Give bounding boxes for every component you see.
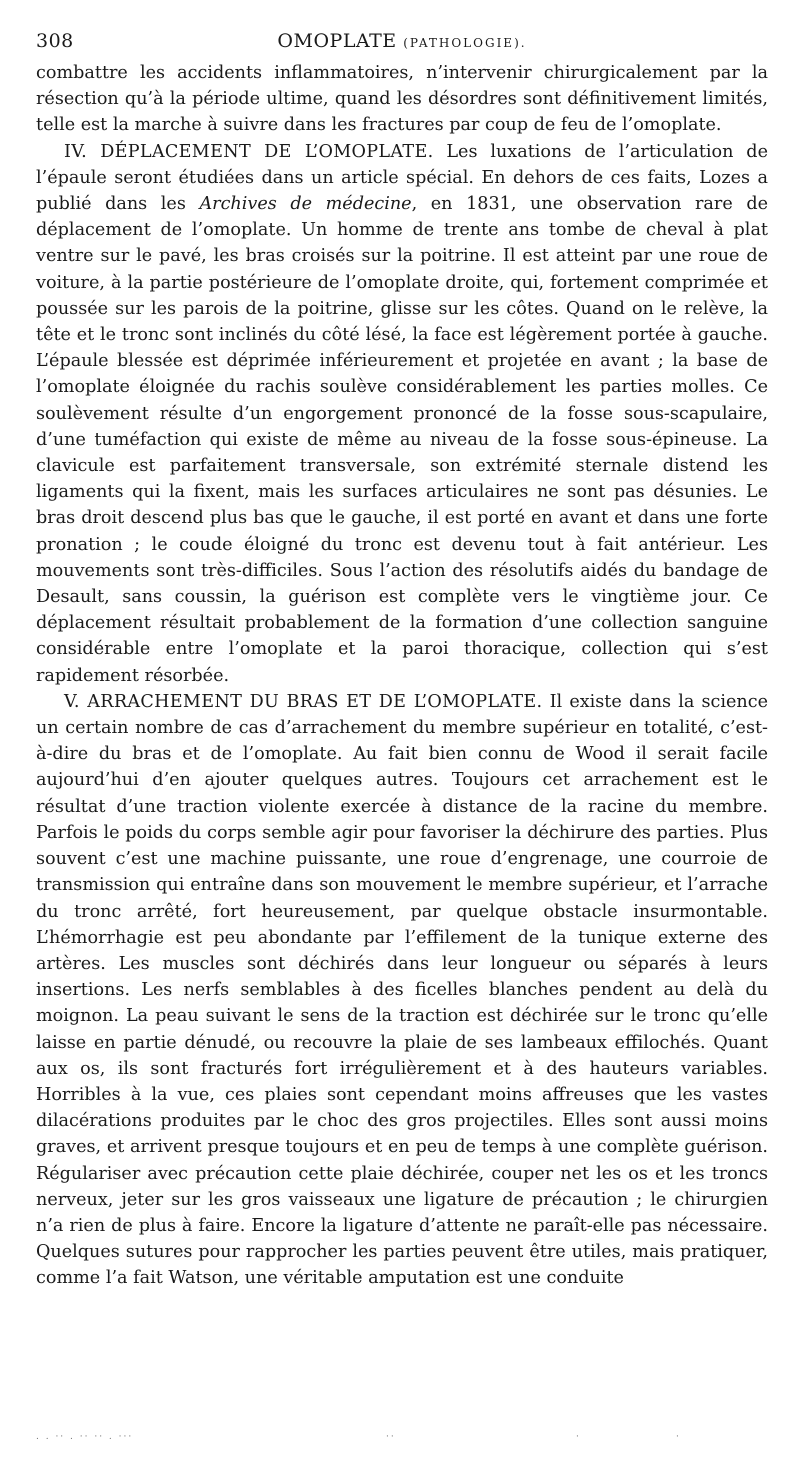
footer-print-marks: . . ·· . ·· ·· . ··· ·· · · xyxy=(36,1432,681,1442)
section-v-heading: V. ARRACHEMENT DU BRAS ET DE L’OMOPLATE. xyxy=(64,691,543,712)
journal-title: Archives de médecine xyxy=(199,194,412,215)
section-iv-text-b: , en 1831, une observation rare de déplacement de l’omoplate. Un homme de trente ans tombe de cheval à plat ventre sur le pavé, les bras croisés sur la poitrine. Il est atteint par une roue de voiture, à la partie postérieure de l’omoplate droite, qui, fortement comprimée et poussée sur les parois de la poitrine, glisse sur les côtes. Quand on le relève, la tête et le tronc sont inclinés du côté lésé, la face est légèrement portée à gauche. L’épaule blessée est déprimée inférieurement et projetée en avant ; la base de l’omoplate éloignée du rachis soulève considérablement les parties molles. Ce soulèvement résulte d’un engorgement prononcé de la fosse sous-scapulaire, d’une tuméfaction qui existe de même au niveau de la fosse sous-épineuse. La clavicule est parfaitement transversale, son extrémité sternale distend les ligaments qui la fixent, mais les surfaces articulaires ne sont pas désunies. Le bras droit descend plus bas que le gauche, il est porté en avant et dans une forte pronation ; le coude éloigné du tronc est devenu tout à fait antérieur. Les mouvements sont très-difficiles. Sous l’action des résolutifs aidés du bandage de Desault, sans coussin, la guérison est complète vers le vingtième jour. Ce déplacement résultait probablement de la formation d’une collection sanguine considérable entre l’omoplate et la paroi thoracique, collection qui s’est rapidement résorbée. xyxy=(36,194,769,686)
section-v-text: Il existe dans la science un certain nombre de cas d’arrachement du membre supérieur en totalité, c’est-à-dire du bras et de l’omoplate. Au fait bien connu de Wood il serait facile aujourd’hui d’en ajouter quelques autres. Toujours cet arrachement est le résultat d’une traction violente exercée à distance de la racine du membre. Parfois le poids du corps semble agir pour favoriser la déchirure des parties. Plus souvent c’est une machine puissante, une roue d’engrenage, une courroie de transmission qui entraîne dans son mouvement le membre supérieur, et l’arrache du tronc arrêté, fort heureusement, par quelque obstacle insurmontable. L’hémorrhagie est peu abondante par l’effilement de la tunique externe des artères. Les muscles sont déchirés dans leur longueur ou séparés à leurs insertions. Les nerfs semblables à des ficelles blanches pendent au delà du moignon. La peau suivant le sens de la traction est déchirée sur le tronc qu’elle laisse en partie dénudé, ou recouvre la plaie de ses lambeaux effilochés. Quant aux os, ils sont fracturés fort irrégulièrement et à des hauteurs variables. Horribles à la vue, ces plaies sont cependant moins affreuses que les vastes dilacérations produites par le choc des gros projectiles. Elles sont aussi moins graves, et arrivent presque toujours et en peu de temps à une complète guérison. Régulariser avec précaution cette plaie déchirée, couper net les os et les troncs nerveux, jeter sur les gros vaisseaux une ligature de précaution ; le chirurgien n’a rien de plus à faire. Encore la ligature d’attente ne paraît-elle pas nécessaire. Quelques sutures pour rapprocher les parties peuvent être utiles, mais pratiquer, comme l’a fait Watson, une véritable amputation est une conduite xyxy=(36,691,768,1289)
section-iv-text-a: Les luxations de l’articulation de l’épaule seront étudiées dans un article spécial. En dehors de ces faits, Lozes a publié dans les xyxy=(36,141,768,215)
running-head xyxy=(36,30,768,52)
page-number: 308 xyxy=(36,30,74,52)
body-text xyxy=(36,60,768,1292)
page xyxy=(36,26,768,1292)
section-iv-paragraph xyxy=(36,139,768,689)
section-v-paragraph xyxy=(36,689,768,1292)
continued-paragraph: combattre les accidents inflammatoires, n’intervenir chirurgicalement par la résection qu’à la période ultime, quand les désordres sont définitivement limités, telle est la marche à suivre dans les fractures par coup de feu de l’omoplate. xyxy=(36,63,768,136)
running-head-title: OMOPLATE xyxy=(277,30,397,52)
section-iv-heading: IV. DÉPLACEMENT DE L’OMOPLATE. xyxy=(64,141,434,162)
page-header xyxy=(36,26,768,60)
running-head-subtitle: (PATHOLOGIE). xyxy=(403,36,527,50)
